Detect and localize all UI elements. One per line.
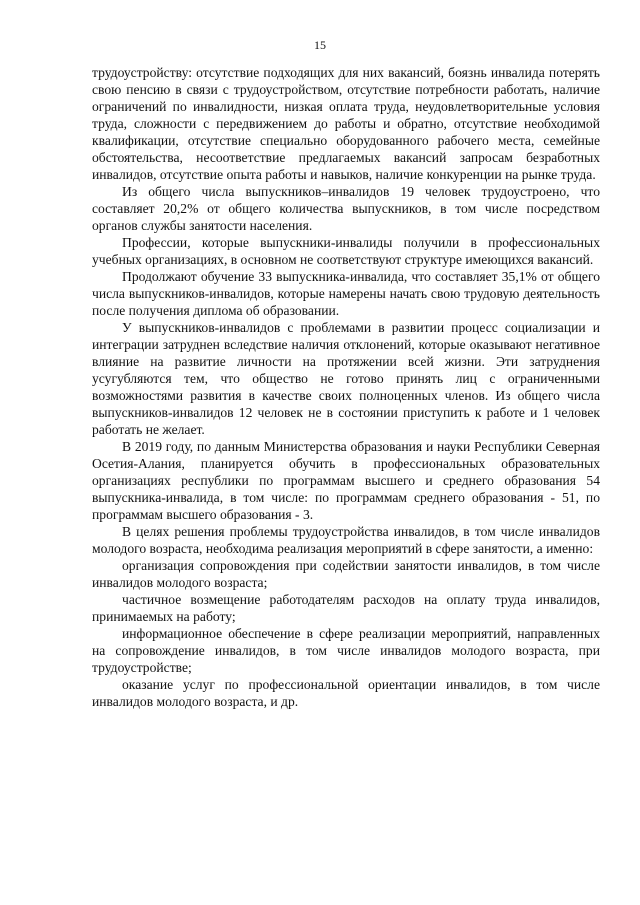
paragraph-1: трудоустройству: отсутствие подходящих для них вакансий, боязнь инвалида потерять свою пенсию в связи с трудоустройством, отсутствие потребности работать, наличие ограничений по инвалидности, низкая оплата труда, неудовлетворительные условия труда, сложности с передвижением до работы и обратно, отсутствие необходимой квалификации, отсутствие специально оборудованного рабочего места, семейные обстоятельства, несоответствие предлагаемых вакансий запросам безработных инвалидов, отсутствие опыта работы и навыков, наличие конкуренции на рынке труда. bbox=[92, 65, 600, 182]
paragraph-3: Профессии, которые выпускники-инвалиды получили в профессиональных учебных организациях, в основном не соответствуют структуре имеющихся вакансий. bbox=[92, 235, 600, 267]
paragraph-6: В 2019 году, по данным Министерства образования и науки Республики Северная Осетия-Алания, планируется обучить в профессиональных образовательных организациях республики по программам высшего и среднего образования 54 выпускника-инвалида, в том числе: по программам среднего образования - 51, по программам высшего образования - 3. bbox=[92, 439, 600, 522]
list-item-3: информационное обеспечение в сфере реализации мероприятий, направленных на сопровождение инвалидов, в том числе инвалидов молодого возраста, при трудоустройстве; bbox=[92, 626, 600, 675]
paragraph-4: Продолжают обучение 33 выпускника-инвалида, что составляет 35,1% от общего числа выпускников-инвалидов, которые намерены начать свою трудовую деятельность после получения диплома об образовании. bbox=[92, 269, 600, 318]
paragraph-2: Из общего числа выпускников–инвалидов 19 человек трудоустроено, что составляет 20,2% от общего количества выпускников, в том числе посредством органов службы занятости населения. bbox=[92, 184, 600, 233]
paragraph-7: В целях решения проблемы трудоустройства инвалидов, в том числе инвалидов молодого возраста, необходима реализация мероприятий в сфере занятости, а именно: bbox=[92, 524, 600, 556]
paragraph-5: У выпускников-инвалидов с проблемами в развитии процесс социализации и интеграции затруднен вследствие наличия отклонений, которые оказывают негативное влияние на развитие личности на протяжении всей жизни. Эти затруднения усугубляются тем, что общество не готово принять лиц с ограниченными возможностями развития в качестве своих полноценных членов. Из общего числа выпускников-инвалидов 12 человек не в состоянии приступить к работе и 1 человек работать не желает. bbox=[92, 320, 600, 437]
list-item-4: оказание услуг по профессиональной ориентации инвалидов, в том числе инвалидов молодого возраста, и др. bbox=[92, 677, 600, 709]
page-number: 15 bbox=[314, 38, 326, 52]
list-item-2: частичное возмещение работодателям расходов на оплату труда инвалидов, принимаемых на работу; bbox=[92, 592, 600, 624]
document-body bbox=[92, 64, 600, 710]
list-item-1: организация сопровождения при содействии занятости инвалидов, в том числе инвалидов молодого возраста; bbox=[92, 558, 600, 590]
